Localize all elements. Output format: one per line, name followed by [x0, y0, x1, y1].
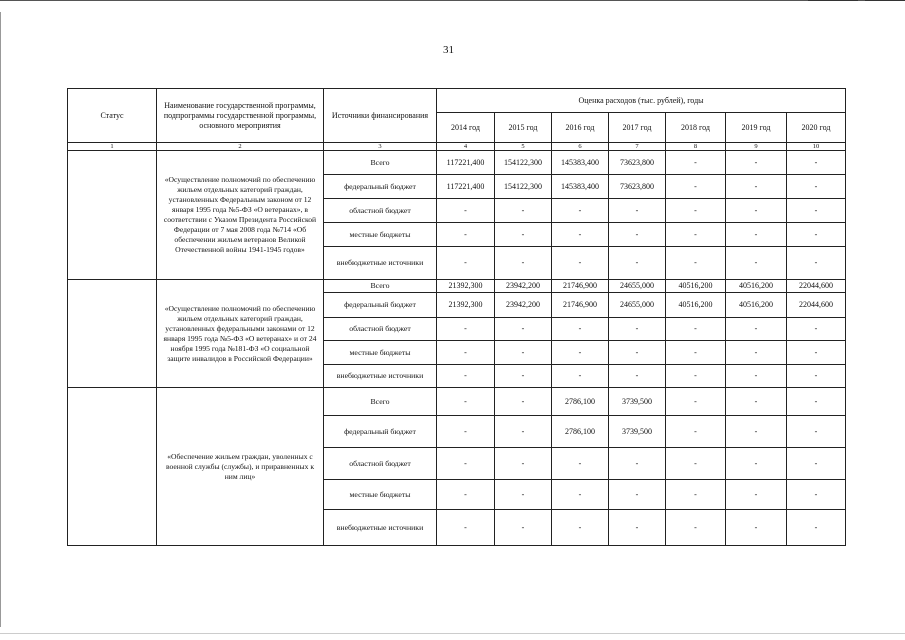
- value-cell: -: [495, 365, 552, 388]
- header-year: 2017 год: [609, 113, 666, 143]
- value-cell: -: [726, 510, 787, 546]
- value-cell: -: [787, 480, 846, 510]
- value-cell: 117221,400: [437, 175, 495, 199]
- value-cell: -: [495, 223, 552, 247]
- value-cell: -: [437, 416, 495, 448]
- source-label: внебюджетные источники: [324, 247, 437, 280]
- column-number: 9: [726, 143, 787, 151]
- value-cell: -: [437, 388, 495, 416]
- value-cell: -: [666, 510, 726, 546]
- value-cell: -: [609, 247, 666, 280]
- value-cell: 40516,200: [666, 280, 726, 293]
- value-cell: -: [666, 480, 726, 510]
- source-label: областной бюджет: [324, 318, 437, 341]
- source-label: местные бюджеты: [324, 223, 437, 247]
- value-cell: -: [437, 247, 495, 280]
- source-label: Всего: [324, 280, 437, 293]
- source-label: федеральный бюджет: [324, 416, 437, 448]
- source-label: Всего: [324, 388, 437, 416]
- value-cell: -: [495, 341, 552, 365]
- value-cell: 2786,100: [552, 416, 609, 448]
- value-cell: -: [787, 416, 846, 448]
- column-number: 4: [437, 143, 495, 151]
- value-cell: -: [552, 199, 609, 223]
- column-number: 1: [68, 143, 157, 151]
- value-cell: 23942,200: [495, 293, 552, 318]
- value-cell: 40516,200: [726, 280, 787, 293]
- block-name: «Осуществление полномочий по обеспечению жильем отдельных категорий граждан, установленных Федеральным законом от 12 января 1995 года №5-ФЗ «О ветеранах», в соответствии с Указом Президента Российской Федерации от 7 мая 2008 года №714 «Об обеспечении жильем ветеранов Великой Отечественной войны 1941-1945 годов»: [157, 151, 324, 280]
- value-cell: -: [666, 448, 726, 480]
- value-cell: -: [437, 448, 495, 480]
- value-cell: -: [726, 318, 787, 341]
- value-cell: -: [495, 199, 552, 223]
- header-source: Источники финансирования: [324, 89, 437, 143]
- header-status: Статус: [68, 89, 157, 143]
- value-cell: -: [787, 175, 846, 199]
- value-cell: -: [726, 199, 787, 223]
- value-cell: -: [552, 341, 609, 365]
- block-status: [68, 388, 157, 546]
- column-number: 2: [157, 143, 324, 151]
- value-cell: 40516,200: [726, 293, 787, 318]
- value-cell: -: [726, 388, 787, 416]
- value-cell: 3739,500: [609, 388, 666, 416]
- value-cell: -: [437, 318, 495, 341]
- value-cell: -: [666, 199, 726, 223]
- scan-bottom-edge: [0, 633, 905, 634]
- table-row: [68, 151, 846, 175]
- value-cell: 24655,000: [609, 293, 666, 318]
- value-cell: 22044,600: [787, 280, 846, 293]
- scan-edge-mark: [865, 0, 905, 5]
- header-year: 2018 год: [666, 113, 726, 143]
- value-cell: 21392,300: [437, 280, 495, 293]
- value-cell: -: [666, 318, 726, 341]
- value-cell: -: [495, 480, 552, 510]
- block-status: [68, 280, 157, 388]
- column-number: 8: [666, 143, 726, 151]
- value-cell: -: [495, 448, 552, 480]
- value-cell: -: [552, 223, 609, 247]
- value-cell: -: [787, 510, 846, 546]
- source-label: федеральный бюджет: [324, 293, 437, 318]
- value-cell: 24655,000: [609, 280, 666, 293]
- header-year: 2016 год: [552, 113, 609, 143]
- page-number: 31: [443, 44, 454, 56]
- value-cell: -: [609, 199, 666, 223]
- header-year: 2019 год: [726, 113, 787, 143]
- value-cell: -: [552, 510, 609, 546]
- value-cell: -: [552, 318, 609, 341]
- value-cell: -: [726, 175, 787, 199]
- financing-table: [67, 88, 846, 546]
- value-cell: 40516,200: [666, 293, 726, 318]
- value-cell: 3739,500: [609, 416, 666, 448]
- value-cell: -: [787, 365, 846, 388]
- block-name: «Осуществление полномочий по обеспечению жильем отдельных категорий граждан, установленных федеральными законами от 12 января 1995 года №5-ФЗ «О ветеранах» и от 24 ноября 1995 года №181-ФЗ «О социальной защите инвалидов в Российской Федерации»: [157, 280, 324, 388]
- value-cell: -: [726, 480, 787, 510]
- scan-edge-mark: [808, 0, 858, 5]
- source-label: областной бюджет: [324, 448, 437, 480]
- source-label: внебюджетные источники: [324, 365, 437, 388]
- value-cell: -: [609, 510, 666, 546]
- block-status: [68, 151, 157, 280]
- value-cell: -: [609, 318, 666, 341]
- column-number: 5: [495, 143, 552, 151]
- value-cell: -: [552, 247, 609, 280]
- value-cell: -: [437, 199, 495, 223]
- value-cell: -: [787, 151, 846, 175]
- value-cell: -: [787, 223, 846, 247]
- value-cell: -: [552, 480, 609, 510]
- column-number: 7: [609, 143, 666, 151]
- header-year: 2015 год: [495, 113, 552, 143]
- value-cell: -: [609, 341, 666, 365]
- header-estimate: Оценка расходов (тыс. рублей), годы: [437, 89, 846, 113]
- value-cell: -: [437, 480, 495, 510]
- scan-top-edge: [0, 0, 905, 1]
- column-number-row: [68, 143, 846, 151]
- value-cell: -: [787, 341, 846, 365]
- value-cell: -: [437, 365, 495, 388]
- value-cell: -: [666, 388, 726, 416]
- value-cell: -: [666, 365, 726, 388]
- value-cell: -: [495, 510, 552, 546]
- value-cell: -: [609, 223, 666, 247]
- value-cell: 154122,300: [495, 175, 552, 199]
- value-cell: -: [787, 388, 846, 416]
- value-cell: -: [495, 318, 552, 341]
- value-cell: -: [726, 151, 787, 175]
- value-cell: -: [726, 341, 787, 365]
- value-cell: 145383,400: [552, 175, 609, 199]
- value-cell: -: [437, 223, 495, 247]
- value-cell: -: [666, 247, 726, 280]
- value-cell: -: [726, 365, 787, 388]
- program-block-1: [68, 151, 846, 280]
- header-year: 2014 год: [437, 113, 495, 143]
- header-year: 2020 год: [787, 113, 846, 143]
- value-cell: 21746,900: [552, 293, 609, 318]
- value-cell: -: [666, 416, 726, 448]
- value-cell: -: [726, 223, 787, 247]
- value-cell: -: [666, 223, 726, 247]
- source-label: федеральный бюджет: [324, 175, 437, 199]
- value-cell: -: [609, 365, 666, 388]
- scan-left-edge: [0, 12, 1, 627]
- value-cell: 21392,300: [437, 293, 495, 318]
- source-label: местные бюджеты: [324, 480, 437, 510]
- value-cell: 73623,800: [609, 175, 666, 199]
- table-row: [68, 280, 846, 293]
- column-number: 10: [787, 143, 846, 151]
- value-cell: -: [787, 247, 846, 280]
- value-cell: -: [726, 416, 787, 448]
- program-block-3: [68, 388, 846, 546]
- value-cell: -: [437, 341, 495, 365]
- value-cell: -: [787, 318, 846, 341]
- value-cell: -: [666, 151, 726, 175]
- header-name: Наименование государственной программы, подпрограммы государственной программы, основного мероприятия: [157, 89, 324, 143]
- header-row-1: [68, 89, 846, 113]
- value-cell: -: [666, 341, 726, 365]
- value-cell: 2786,100: [552, 388, 609, 416]
- source-label: Всего: [324, 151, 437, 175]
- value-cell: 117221,400: [437, 151, 495, 175]
- value-cell: -: [495, 416, 552, 448]
- value-cell: 73623,800: [609, 151, 666, 175]
- value-cell: -: [787, 199, 846, 223]
- value-cell: -: [666, 175, 726, 199]
- column-number: 3: [324, 143, 437, 151]
- value-cell: 23942,200: [495, 280, 552, 293]
- column-number: 6: [552, 143, 609, 151]
- table-row: [68, 388, 846, 416]
- value-cell: 22044,600: [787, 293, 846, 318]
- value-cell: -: [609, 480, 666, 510]
- value-cell: -: [495, 247, 552, 280]
- value-cell: -: [726, 247, 787, 280]
- value-cell: 21746,900: [552, 280, 609, 293]
- value-cell: -: [726, 448, 787, 480]
- value-cell: 154122,300: [495, 151, 552, 175]
- source-label: областной бюджет: [324, 199, 437, 223]
- source-label: местные бюджеты: [324, 341, 437, 365]
- value-cell: -: [495, 388, 552, 416]
- source-label: внебюджетные источники: [324, 510, 437, 546]
- block-name: «Обеспечение жильем граждан, уволенных с военной службы (службы), и приравненных к ним лиц»: [157, 388, 324, 546]
- value-cell: 145383,400: [552, 151, 609, 175]
- value-cell: -: [552, 448, 609, 480]
- value-cell: -: [552, 365, 609, 388]
- value-cell: -: [609, 448, 666, 480]
- program-block-2: [68, 280, 846, 388]
- value-cell: -: [787, 448, 846, 480]
- value-cell: -: [437, 510, 495, 546]
